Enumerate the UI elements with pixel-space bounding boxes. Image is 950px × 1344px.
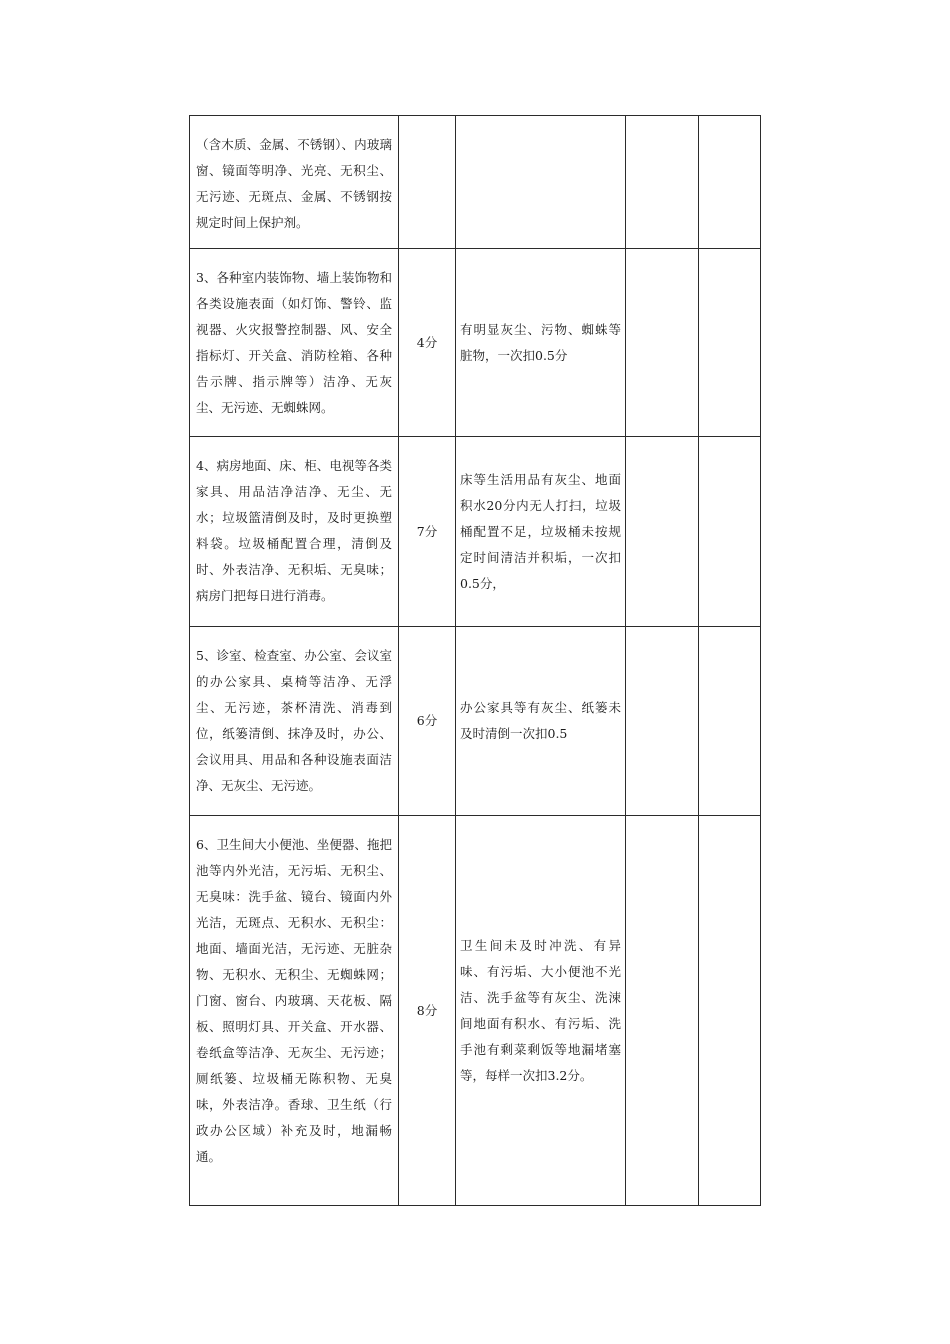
requirement-cell [190, 116, 399, 249]
score-text: 8分 [416, 1002, 438, 1018]
requirement-cell [190, 816, 399, 1206]
deduction-text: 床等生活用品有灰尘、地面积水20分内无人打扫，垃圾桶配置不足，垃圾桶未按规定时间清洁并积垢，一次扣0.5分， [460, 471, 621, 591]
deduction-cell [456, 816, 626, 1206]
blank-cell [699, 437, 761, 627]
requirement-cell [190, 437, 399, 627]
score-cell [399, 627, 456, 816]
requirement-text: 5、诊室、检查室、办公室、会议室的办公家具、桌椅等洁净、无浮尘、无污迹，茶杯清洗、消毒到位，纸篓清倒、抹净及时，办公、会议用具、用品和各种设施表面洁净、无灰尘、无污迹。 [196, 648, 392, 793]
deduction-cell [456, 116, 626, 249]
blank-cell [699, 816, 761, 1206]
requirement-text: 6、卫生间大小便池、坐便器、拖把池等内外光洁，无污垢、无积尘、无臭味：洗手盆、镜台、镜面内外光洁，无斑点、无积水、无积尘：地面、墙面光洁，无污迹、无脏杂物、无积水、无积尘、无蜘蛛网；门窗、窗台、内玻璃、天花板、隔板、照明灯具、开关盒、开水器、卷纸盒等洁净、无灰尘、无污迹；厕纸篓、垃圾桶无陈积物、无臭味，外表洁净。香球、卫生纸（行政办公区域）补充及时，地漏畅通。 [196, 837, 392, 1164]
deduction-cell [456, 249, 626, 437]
score-text: 6分 [416, 713, 438, 728]
score-cell [399, 816, 456, 1206]
score-text: 4分 [416, 334, 438, 350]
requirement-cell [190, 249, 399, 437]
requirement-text: 3、各种室内装饰物、墙上装饰物和各类设施表面（如灯饰、警铃、监视器、火灾报警控制器、风、安全指标灯、开关盒、消防栓箱、各种告示牌、指示牌等）洁净、无灰尘、无污迹、无蜘蛛网。 [196, 270, 392, 415]
deduction-text: 有明显灰尘、污物、蜘蛛等脏物，一次扣0.5分 [460, 321, 621, 363]
requirement-text: 4、病房地面、床、柜、电视等各类家具、用品洁净洁净、无尘、无水；垃圾篮清倒及时，及时更换塑料袋。垃圾桶配置合理，清倒及时、外表洁净、无积垢、无臭味；病房门把每日进行消毒。 [196, 458, 392, 603]
requirement-cell [190, 627, 399, 816]
blank-cell [626, 816, 699, 1206]
requirement-text: （含木质、金属、不锈钢）、内玻璃窗、镜面等明净、光亮、无积尘、无污迹、无斑点、金属、不锈钢按规定时间上保护剂。 [196, 137, 392, 230]
score-text: 7分 [416, 523, 438, 539]
blank-cell [699, 116, 761, 249]
blank-cell [626, 627, 699, 816]
score-cell [399, 249, 456, 437]
score-cell [399, 437, 456, 627]
blank-cell [699, 249, 761, 437]
table-row [190, 816, 761, 1206]
blank-cell [699, 627, 761, 816]
table-row [190, 437, 761, 627]
deduction-text: 卫生间未及时冲洗、有异味、有污垢、大小便池不光洁、洗手盆等有灰尘、洗涑间地面有积水、有污垢、洗手池有剩菜剩饭等地漏堵塞等，每样一次扣3.2分。 [460, 937, 621, 1083]
table-row [190, 116, 761, 249]
table-row [190, 627, 761, 816]
blank-cell [626, 116, 699, 249]
blank-cell [626, 437, 699, 627]
score-cell [399, 116, 456, 249]
assessment-table [189, 115, 761, 1206]
deduction-cell [456, 437, 626, 627]
table-row [190, 249, 761, 437]
deduction-text: 办公家具等有灰尘、纸篓未及时清倒一次扣0.5 [460, 700, 621, 741]
blank-cell [626, 249, 699, 437]
deduction-cell [456, 627, 626, 816]
